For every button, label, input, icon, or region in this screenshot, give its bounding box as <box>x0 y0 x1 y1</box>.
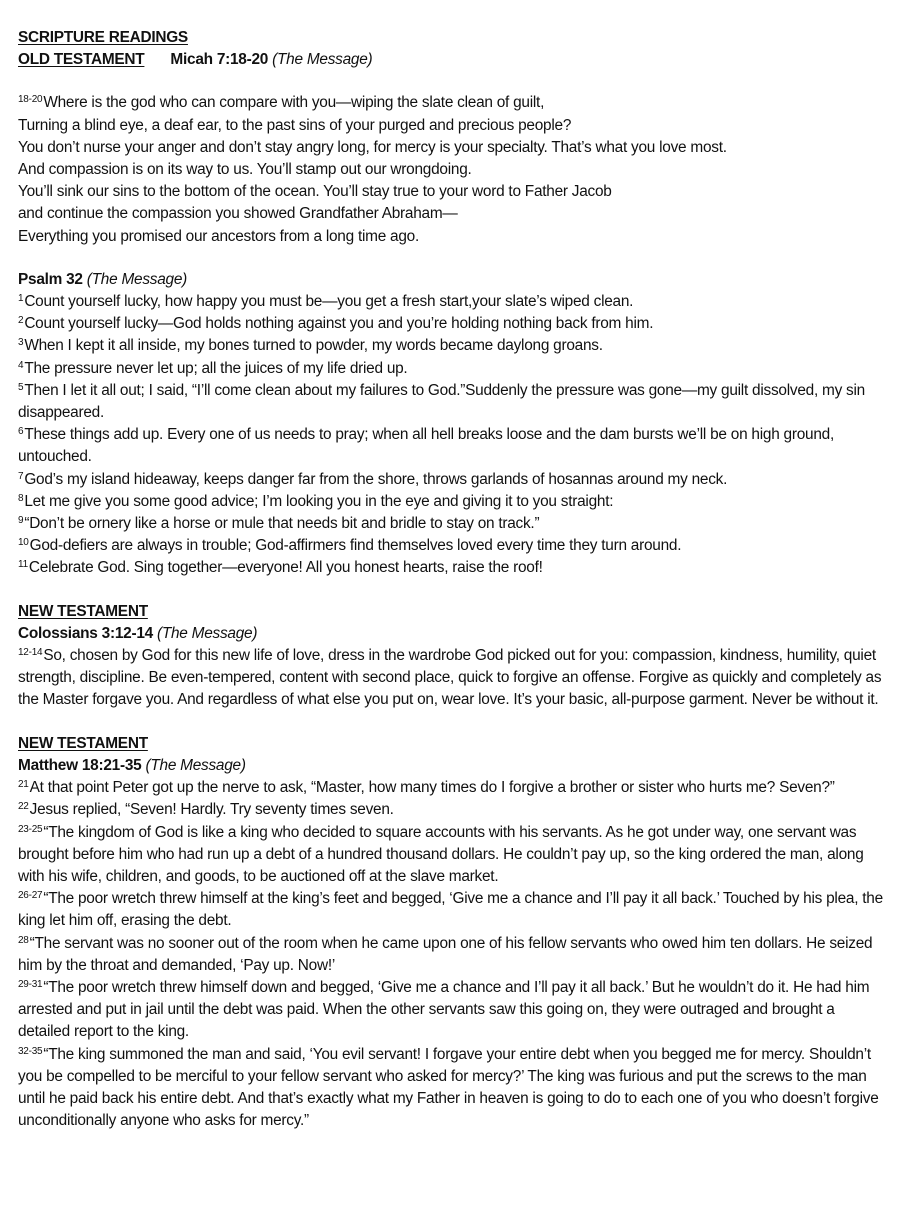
verse-text: “The poor wretch threw himself at the king’s feet and begged, ‘Give me a chance and I’ll pay it all back.’ Touched by his plea, the king let him off, erasing the debt. <box>18 890 883 930</box>
micah-line: Turning a blind eye, a deaf ear, to the past sins of your purged and precious people? <box>18 116 572 134</box>
verse-text: So, chosen by God for this new life of love, dress in the wardrobe God picked out for you: compassion, kindness, humility, quiet strength, discipline. Be even-tempered, content with second place, quick to forgive an offense. Forgive as quickly and completely as the Master forgave you. And regardless of what else you put on, wear love. It’s your basic, all-purpose garment. Never be without it. <box>18 647 882 709</box>
micah-line: And compassion is on its way to us. You’ll stamp out our wrongdoing. <box>18 161 472 179</box>
verse-text: “Don’t be ornery like a horse or mule that needs bit and bridle to stay on track.” <box>24 515 540 533</box>
verse-text: “The kingdom of God is like a king who decided to square accounts with his servants. As he got under way, one servant was brought before him who had run up a debt of a hundred thousand dollars. He couldn’t pay up, so the king ordered the man, along with his wife, children, and goods, to be auctioned off at the slave market. <box>18 823 864 885</box>
matthew-passage <box>18 777 890 1132</box>
matthew-verse <box>18 888 890 932</box>
verse-number: 28 <box>18 934 29 946</box>
verse-number: 4 <box>18 359 24 371</box>
micah-line <box>18 92 890 114</box>
verse-number: 23-25 <box>18 823 43 835</box>
colossians-version: (The Message) <box>156 624 258 642</box>
verse-text: The pressure never let up; all the juices of my life dried up. <box>24 359 408 377</box>
psalm-verse <box>18 535 890 557</box>
matthew-verse <box>18 977 890 1044</box>
micah-line: Everything you promised our ancestors from a long time ago. <box>18 227 420 245</box>
verse-text: Count yourself lucky—God holds nothing against you and you’re holding nothing back from him. <box>24 315 654 333</box>
verse-text: Then I let it all out; I said, “I’ll come clean about my failures to God.”Suddenly the pressure was gone—my guilt dissolved, my sin disappeared. <box>18 381 865 422</box>
psalm-verse <box>18 380 890 424</box>
psalm-verse <box>18 335 890 357</box>
verse-text: “The servant was no sooner out of the room when he came upon one of his fellow servants who owed him ten dollars. He seized him by the throat and demanded, ‘Pay up. Now!’ <box>18 934 873 974</box>
psalm-verse <box>18 469 890 491</box>
new-testament-label: NEW TESTAMENT <box>18 602 148 620</box>
verse-number: 32-35 <box>18 1045 43 1057</box>
matthew-verse <box>18 933 890 977</box>
matthew-verse <box>18 777 890 799</box>
verse-text: “The king summoned the man and said, ‘You evil servant! I forgave your entire debt when you begged me for mercy. Shouldn’t you be compelled to be merciful to your fellow servant who asked for mercy?’ The king was furious and put the screws to the man until he paid back his entire debt. And that’s exactly what my Father in heaven is going to do to each one of you who doesn’t forgive unconditionally anyone who asks for mercy.” <box>18 1045 879 1130</box>
new-testament-label: NEW TESTAMENT <box>18 734 148 752</box>
verse-number: 6 <box>18 426 24 438</box>
verse-number: 10 <box>18 537 29 549</box>
verse-number: 11 <box>18 559 28 571</box>
psalm-verse <box>18 291 890 313</box>
verse-number: 1 <box>18 293 24 305</box>
psalm-verse <box>18 358 890 380</box>
verse-text: Celebrate God. Sing together—everyone! All you honest hearts, raise the roof! <box>28 559 543 577</box>
verse-text: Where is the god who can compare with you—wiping the slate clean of guilt, <box>43 94 545 112</box>
verse-text: Count yourself lucky, how happy you must be—you get a fresh start,your slate’s wiped clean. <box>24 293 634 311</box>
psalm-passage <box>18 291 890 580</box>
matthew-verse <box>18 822 890 889</box>
psalm-verse <box>18 491 890 513</box>
verse-number: 29-31 <box>18 978 43 990</box>
verse-text: These things add up. Every one of us needs to pray; when all hell breaks loose and the dam bursts we’ll be on high ground, untouched. <box>18 426 834 466</box>
psalm-verse <box>18 424 890 468</box>
verse-text: Jesus replied, “Seven! Hardly. Try seventy times seven. <box>29 801 394 819</box>
matthew-header <box>18 755 890 777</box>
micah-passage <box>18 92 890 247</box>
verse-text: Let me give you some good advice; I’m looking you in the eye and giving it to you straight: <box>24 492 614 510</box>
psalm-verse <box>18 513 890 535</box>
verse-number: 9 <box>18 515 24 527</box>
micah-version: (The Message) <box>272 51 373 69</box>
verse-number: 18-20 <box>18 94 43 106</box>
matthew-verse <box>18 1044 890 1133</box>
verse-number: 12-14 <box>18 647 43 659</box>
colossians-reference: Colossians 3:12-14 <box>18 624 153 642</box>
colossians-header <box>18 623 890 645</box>
verse-text: “The poor wretch threw himself down and begged, ‘Give me a chance and I’ll pay it all back.’ But he wouldn’t do it. He had him arrested and put in jail until the debt was paid. When the other servants saw this going on, they were outraged and brought a detailed report to the king. <box>18 978 870 1041</box>
verse-text: God’s my island hideaway, keeps danger far from the shore, throws garlands of hosannas around my neck. <box>24 470 728 488</box>
psalm-verse <box>18 557 890 579</box>
verse-number: 22 <box>18 801 29 813</box>
verse-number: 21 <box>18 779 29 791</box>
psalm-header <box>18 269 890 291</box>
psalm-verse <box>18 313 890 335</box>
psalm-version: (The Message) <box>86 270 188 288</box>
psalm-reference: Psalm 32 <box>18 270 83 288</box>
colossians-verse <box>18 645 890 712</box>
verse-number: 2 <box>18 315 24 327</box>
document-heading: SCRIPTURE READINGS <box>18 29 188 46</box>
verse-text: At that point Peter got up the nerve to ask, “Master, how many times do I forgive a brother or sister who hurts me? Seven?” <box>29 779 835 797</box>
old-testament-header <box>18 49 890 71</box>
verse-number: 3 <box>18 337 24 349</box>
verse-number: 8 <box>18 492 24 504</box>
colossians-passage <box>18 645 890 712</box>
verse-number: 5 <box>18 381 24 393</box>
matthew-version: (The Message) <box>145 756 246 774</box>
matthew-reference: Matthew 18:21-35 <box>18 756 142 774</box>
micah-line: You’ll sink our sins to the bottom of the ocean. You’ll stay true to your word to Father Jacob <box>18 183 612 201</box>
micah-reference: Micah 7:18-20 <box>170 51 269 69</box>
old-testament-label: OLD TESTAMENT <box>18 51 145 69</box>
verse-text: God-defiers are always in trouble; God-affirmers find themselves loved every time they turn around. <box>29 537 682 555</box>
verse-text: When I kept it all inside, my bones turned to powder, my words became daylong groans. <box>24 337 603 355</box>
matthew-verse <box>18 799 890 821</box>
verse-number: 26-27 <box>18 890 43 902</box>
micah-line: and continue the compassion you showed Grandfather Abraham— <box>18 205 458 223</box>
micah-line: You don’t nurse your anger and don’t stay angry long, for mercy is your specialty. That’s what you love most. <box>18 138 727 156</box>
verse-number: 7 <box>18 470 24 482</box>
